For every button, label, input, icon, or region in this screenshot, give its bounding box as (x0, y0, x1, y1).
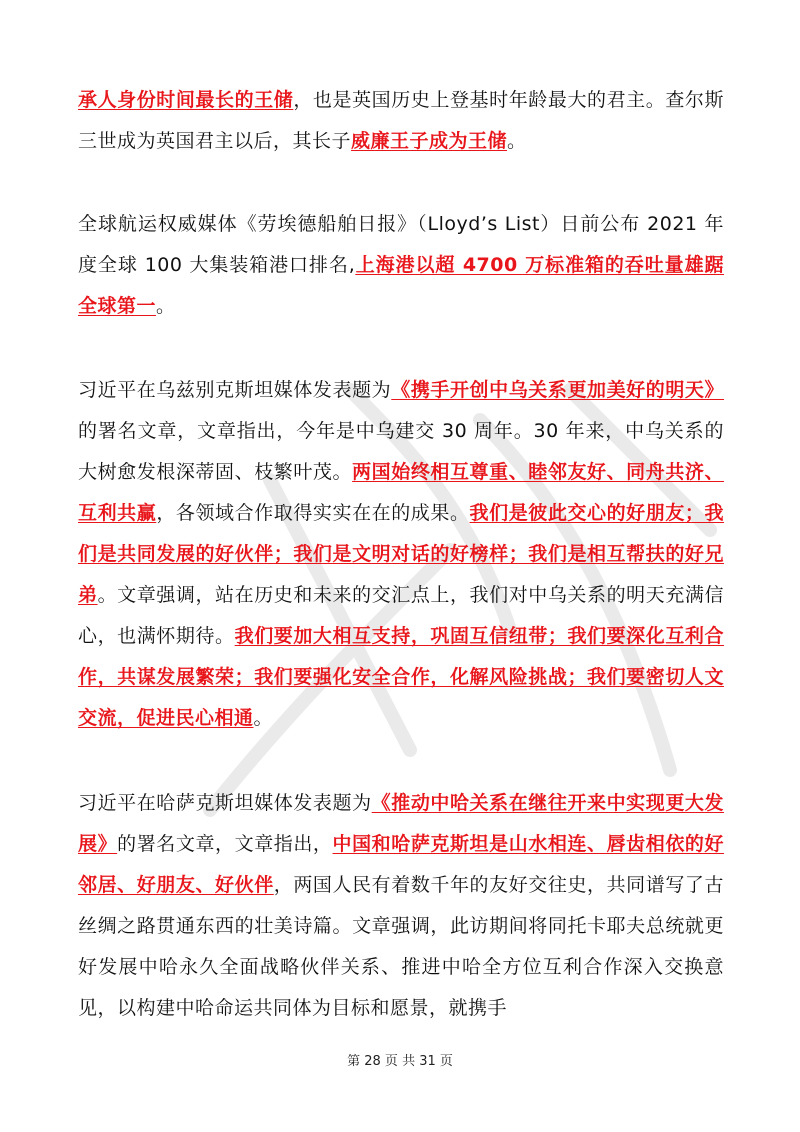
body-text: 全球航运权威媒体《劳埃德船舶日报》（Lloyd’s List）日前公布 2021 年度全球 100 大集装箱港口排名, (78, 213, 724, 276)
body-text: ，两国人民有着数千年的友好交往史，共同谱写了古丝绸之路贯通东西的壮美诗篇。文章强调，此访期间将同托卡耶夫总统就更好发展中哈永久全面战略伙伴关系、推进中哈全方位互利合作深入交换意见，以构建中哈命运共同体为目标和愿景，就携手 (78, 874, 724, 1019)
body-text: 的署名文章，文章指出，今年是中乌建交 30 周年。30 年来，中乌关系的大树愈发根深蒂固、枝繁叶茂。 (78, 420, 724, 483)
body-text: 习近平在哈萨克斯坦媒体发表题为 (78, 792, 372, 814)
body-text: 的署名文章，文章指出， (117, 833, 333, 855)
highlighted-text: 承人身份时间最长的王储 (78, 89, 294, 111)
highlighted-text: 威廉王子成为王储 (351, 130, 508, 152)
body-text: 习近平在乌兹别克斯坦媒体发表题为 (78, 379, 392, 401)
body-text: 。 (253, 707, 274, 729)
highlighted-text: 两国始终相互尊重、睦邻友好、同舟共济、互利共赢 (78, 461, 724, 524)
body-text: ，各领域合作取得实实在在的成果。 (156, 502, 470, 524)
paragraph-1 (78, 80, 724, 162)
body-text: 。文章强调，站在历史和未来的交汇点上，我们对中乌关系的明天充满信心，也满怀期待。 (78, 584, 724, 647)
page-footer: 第 28 页 共 31 页 (347, 1054, 453, 1069)
paragraph-2 (78, 204, 724, 327)
highlighted-text: 《携手开创中乌关系更加美好的明天》 (391, 379, 724, 401)
paragraph-3 (78, 370, 724, 739)
highlighted-text: 中国和哈萨克斯坦是山水相连、唇齿相依的好邻居、好朋友、好伙伴 (78, 833, 724, 896)
body-text: ，也是英国历史上登基时年龄最大的君主。查尔斯三世成为英国君主以后，其长子 (78, 89, 724, 152)
highlighted-text: 上海港以超 4700 万标准箱的吞吐量雄踞全球第一 (78, 254, 724, 317)
paragraph-4 (78, 783, 724, 1029)
highlighted-text: 《推动中哈关系在继往开来中实现更大发展》 (78, 792, 724, 855)
body-text: 。 (156, 295, 176, 317)
body-text: 。 (507, 130, 527, 152)
highlighted-text: 我们要加大相互支持，巩固互信纽带；我们要深化互利合作，共谋发展繁荣；我们要强化安全合作，化解风险挑战；我们要密切人文交流，促进民心相通 (78, 625, 724, 729)
highlighted-text: 我们是彼此交心的好朋友；我们是共同发展的好伙伴；我们是文明对话的好榜样；我们是相互帮扶的好兄弟 (78, 502, 724, 606)
